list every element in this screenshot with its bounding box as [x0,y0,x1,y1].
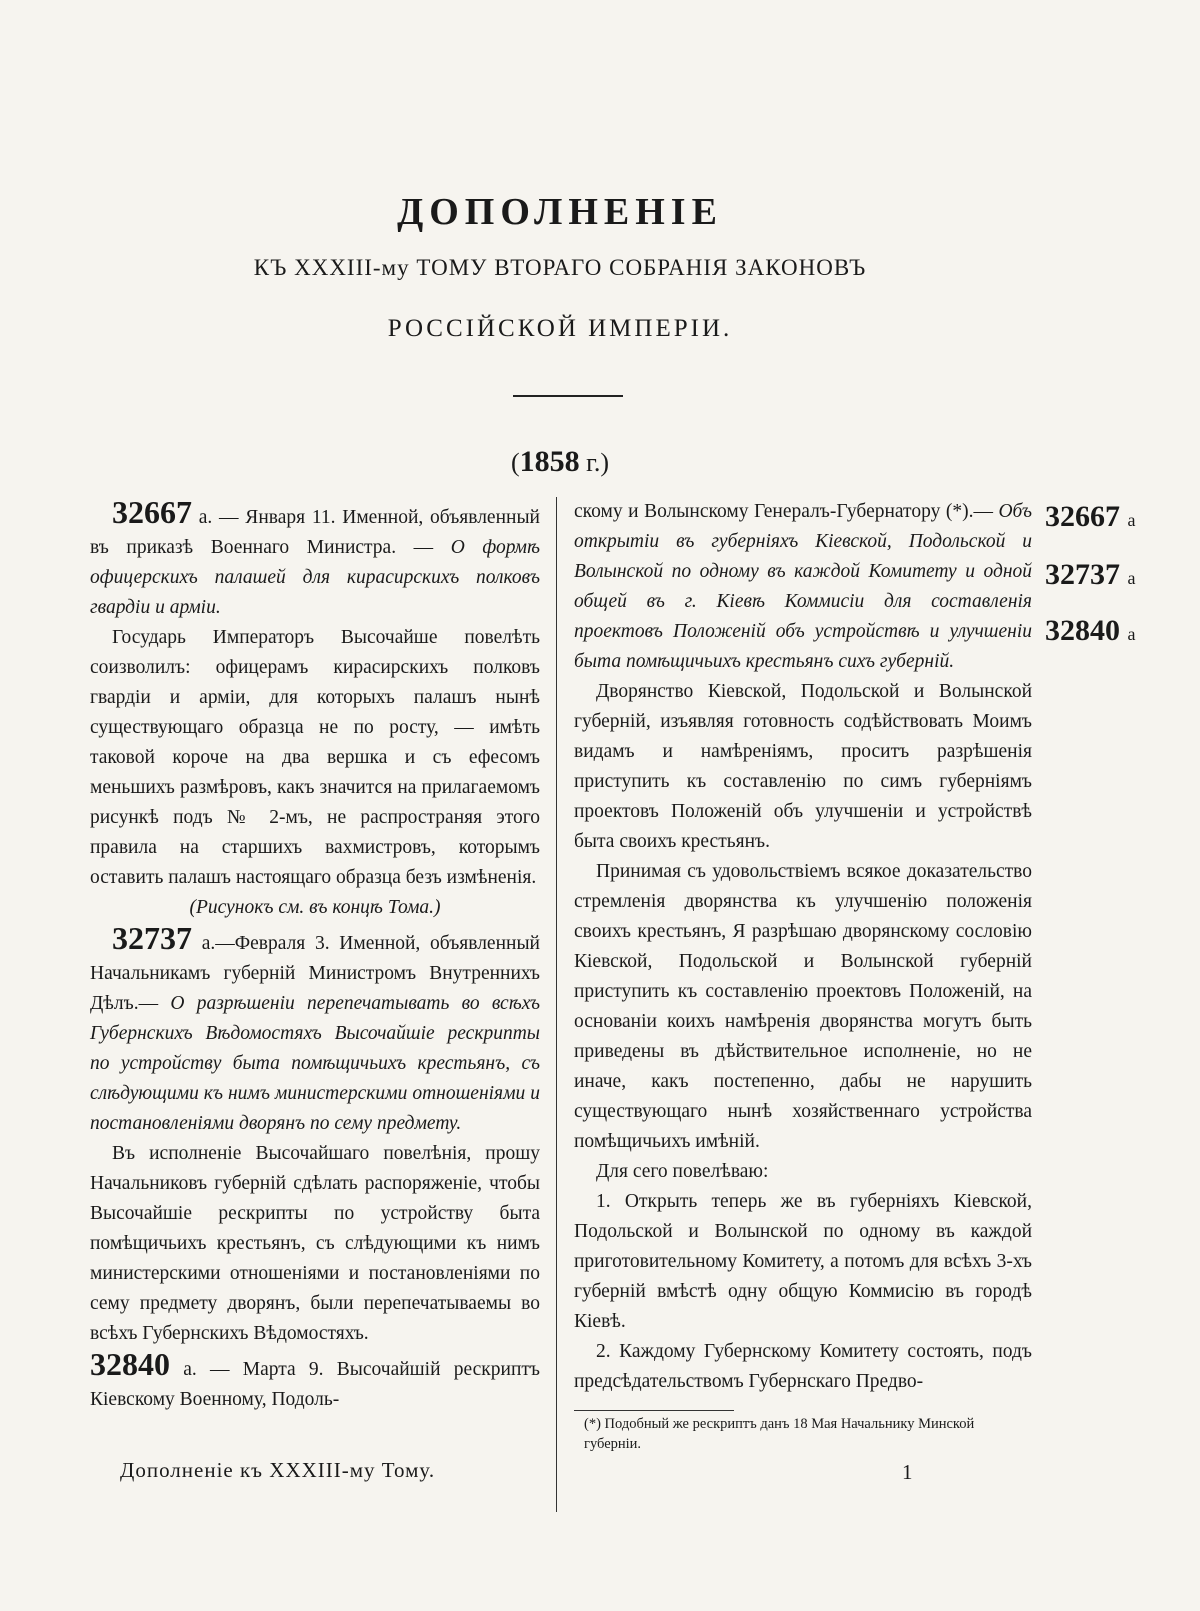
margin-number: 32667 [1045,500,1120,533]
paragraph: Государь Императоръ Высочайше повелѣть соизволилъ: офицерамъ кирасирскихъ полковъ гвардіи и арміи, для которыхъ палашъ нынѣ существующаго образца не по росту, — имѣть таковой короче на два вершка и съ ефесомъ меньшихъ размѣровъ, какъ значится на прилагаемомъ рисункѣ подъ № 2-мъ, не распространяя этого правила на старшихъ вахмистровъ, которымъ оставить палашъ настоящаго образца безъ измѣненія. [90,627,540,888]
entry-number: 32667 [112,494,192,530]
entry-heading: а. — Января 11. Именной, объявленный въ приказѣ Военнаго Министра. — [90,507,540,558]
margin-suffix: а [1127,624,1136,644]
drawing-note [90,893,540,923]
entry-number: 32840 [90,1346,170,1382]
paragraph: Въ исполненіе Высочайшаго повелѣнія, прошу Начальниковъ губерній сдѣлать распоряженіе, чтобы Высочайшіе рескрипты по устройству быта помѣщичьихъ крестьянъ, съ слѣдующими къ нимъ министерскими отношеніями и постановленіями по сему предмету дворянъ, были перепечатываемы во всѣхъ Губернскихъ Вѣдомостяхъ. [90,1143,540,1344]
year-heading [0,445,1120,479]
document-title: ДОПОЛНЕНІЕ [397,191,723,233]
column-divider [556,497,557,1512]
margin-note-32737 [1045,558,1136,592]
entry-number: 32737 [112,920,192,956]
year-number: 1858 [519,445,580,478]
drawing-note-text: (Рисунокъ см. въ концѣ Тома.) [189,897,441,918]
margin-number: 32737 [1045,558,1120,591]
paragraph: 1. Открыть теперь же въ губерніяхъ Кіевской, Подольской и Волынской по одному въ каждой приготовительному Комитету, а потомъ для всѣхъ 3-хъ губерній вмѣстѣ одну общую Коммисію въ городѣ Кіевѣ. [574,1191,1032,1332]
rescript-subject: Объ открытіи въ губерніяхъ Кіевской, Подольской и Волынской по одному въ каждой Комитету и одной общей въ г. Кіевѣ Коммисіи для составленія проектовъ Положеній объ устройствѣ и улучшеніи быта помѣщичьихъ крестьянъ сихъ губерній. [574,501,1032,672]
year-open: ( [510,448,520,477]
left-column [90,494,541,1415]
rescript-heading [574,497,1032,677]
margin-number: 32840 [1045,614,1120,647]
paragraph: 2. Каждому Губернскому Комитету состоять, подъ предсѣдательствомъ Губернскаго Предво- [574,1341,1032,1392]
right-column [574,497,1032,1397]
margin-suffix: а [1127,510,1136,530]
footnote-rule [574,1410,734,1411]
margin-note-32840 [1045,614,1136,648]
entry-subject: О формѣ офицерскихъ палашей для кирасирскихъ полковъ гвардіи и арміи. [90,537,540,618]
paragraph: Дворянство Кіевской, Подольской и Волынской губерній, изъявляя готовность содѣйствовать Моимъ видамъ и намѣреніямъ, проситъ разрѣшенія приступить къ составленію по симъ губерніямъ проектовъ Положеній объ улучшеніи и устройствѣ быта своихъ крестьянъ. [574,681,1032,852]
paragraph: Принимая съ удовольствіемъ всякое доказательство стремленія дворянства къ улучшенію положенія своихъ крестьянъ, Я разрѣшаю дворянскому сословію Кіевской, Подольской и Волынской губерній приступить къ составленію проектовъ Положеній, на основаніи коихъ намѣренія дворянства могутъ быть приведены въ дѣйствительное исполненіе, но не иначе, какъ постепенно, дабы не нарушить существующаго нынѣ хозяйственнаго устройства помѣщичьихъ имѣній. [574,861,1032,1152]
page-number: 1 [902,1460,913,1484]
entry-32737 [90,920,541,1139]
margin-note-32667 [1045,500,1136,534]
subtitle-line-1: КЪ XXXIII-му ТОМУ ВТОРАГО СОБРАНІЯ ЗАКОНОВЪ [253,255,867,280]
footnote: (*) Подобный же рескриптъ данъ 18 Мая Начальнику Минской губерніи. [584,1416,975,1452]
margin-suffix: а [1127,568,1136,588]
entry-heading: а.—Февраля 3. Именной, объявленный Начальникамъ губерній Министромъ Внутреннихъ Дѣлъ.— [90,933,540,1014]
entry-32840 [90,1346,541,1415]
subtitle-line-2: РОССІЙСКОЙ ИМПЕРІИ. [387,315,733,342]
entry-heading: а. — Марта 9. Высочайшій рескриптъ Кіевскому Военному, Подоль- [90,1359,541,1410]
title-rule [513,395,623,397]
entry-subject: О разрѣшеніи перепечатывать во всѣхъ Губернскихъ Вѣдомостяхъ Высочайшіе рескрипты по устройству быта помѣщичьихъ крестьянъ, съ слѣдующими къ нимъ министерскими отношеніями и постановленіями дворянъ по сему предмету. [90,993,541,1134]
page-signature: Дополненіе къ XXXIII-му Тому. [120,1458,436,1482]
rescript-recipient: скому и Волынскому Генералъ-Губернатору (*).— [574,501,993,522]
entry-32667 [90,494,540,623]
year-suffix: г.) [586,448,610,477]
paragraph: Для сего повелѣваю: [596,1161,769,1182]
